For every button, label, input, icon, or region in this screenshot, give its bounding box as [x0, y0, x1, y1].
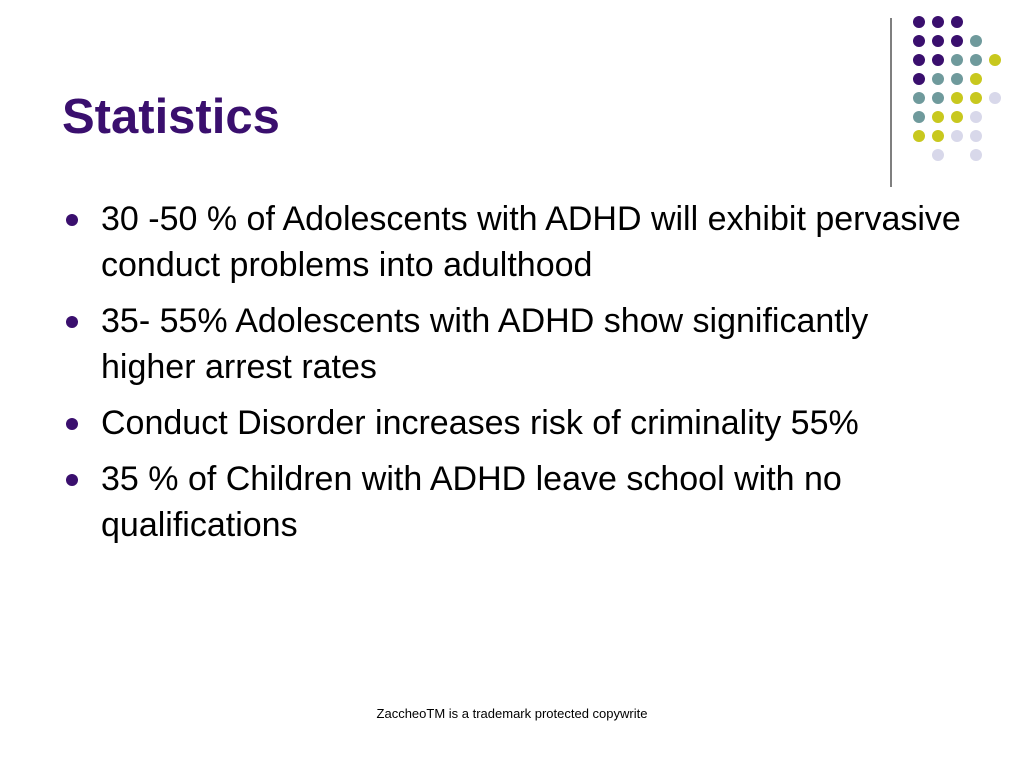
- decor-dot: [970, 130, 982, 142]
- decor-dot: [970, 35, 982, 47]
- bullet-list: [66, 196, 966, 558]
- bullet-dot-icon: [66, 214, 78, 226]
- bullet-text: 35 % of Children with ADHD leave school with no qualifications: [101, 460, 842, 544]
- decor-dot: [932, 92, 944, 104]
- decor-dot: [989, 92, 1001, 104]
- slide-title: Statistics: [62, 90, 280, 144]
- decor-dot: [970, 92, 982, 104]
- decor-dot: [913, 16, 925, 28]
- decor-dot: [951, 54, 963, 66]
- bullet-dot-icon: [66, 418, 78, 430]
- decor-dot: [913, 111, 925, 123]
- decor-dot: [951, 111, 963, 123]
- bullet-item: [66, 400, 966, 446]
- decor-dot: [951, 130, 963, 142]
- bullet-dot-icon: [66, 316, 78, 328]
- bullet-item: [66, 298, 966, 390]
- decor-dot: [932, 54, 944, 66]
- decor-dot: [932, 35, 944, 47]
- footer-text: ZaccheoTM is a trademark protected copywrite: [376, 706, 648, 721]
- decor-dot: [970, 54, 982, 66]
- decor-dot: [970, 73, 982, 85]
- bullet-text: 35- 55% Adolescents with ADHD show significantly higher arrest rates: [101, 302, 869, 386]
- decor-dot: [913, 35, 925, 47]
- decor-dot: [932, 73, 944, 85]
- decor-dot: [913, 54, 925, 66]
- decor-dot: [970, 111, 982, 123]
- bullet-item: [66, 456, 966, 548]
- decor-dot: [932, 130, 944, 142]
- decor-dot: [951, 35, 963, 47]
- decor-dot: [913, 92, 925, 104]
- bullet-dot-icon: [66, 474, 78, 486]
- bullet-item: [66, 196, 966, 288]
- decor-dot: [951, 73, 963, 85]
- decor-dot: [989, 54, 1001, 66]
- decor-dot: [913, 130, 925, 142]
- decor-dot: [932, 16, 944, 28]
- decor-dot: [932, 149, 944, 161]
- decor-dot: [932, 111, 944, 123]
- decor-dot: [951, 92, 963, 104]
- decor-dot: [970, 149, 982, 161]
- decor-dot: [951, 16, 963, 28]
- decor-dot: [913, 73, 925, 85]
- bullet-text: 30 -50 % of Adolescents with ADHD will exhibit pervasive conduct problems into adulthood: [101, 200, 961, 284]
- bullet-text: Conduct Disorder increases risk of criminality 55%: [101, 404, 859, 442]
